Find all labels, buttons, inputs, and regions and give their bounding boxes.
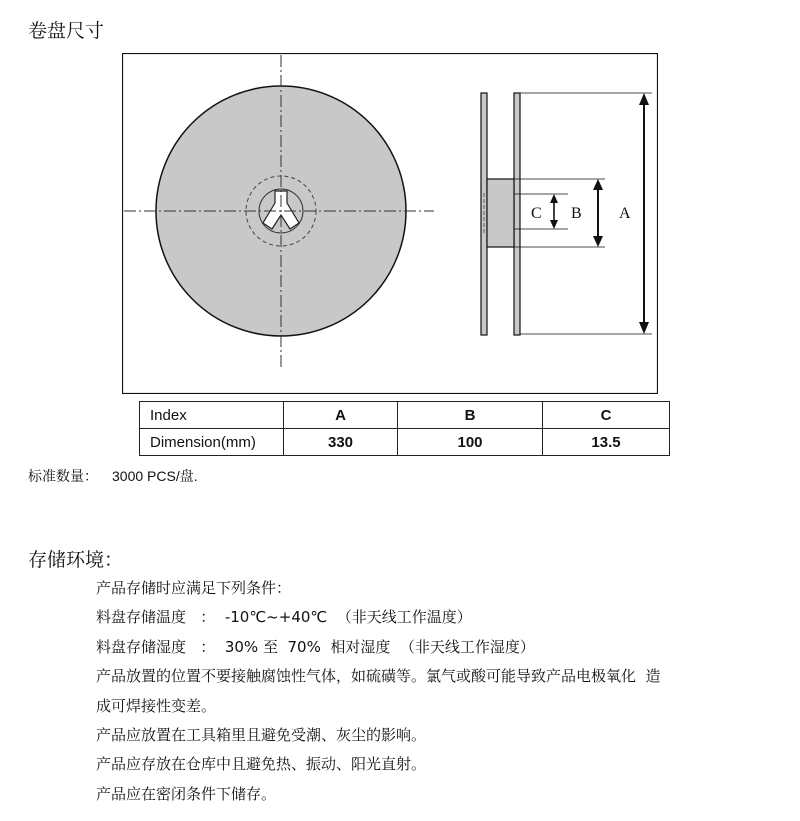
table-header-row: [140, 402, 670, 429]
list-item: 产品存储时应满足下列条件：: [96, 579, 292, 597]
reel-side-hub: [487, 179, 514, 247]
reel-side-flange-right: [514, 93, 520, 335]
table-cell: 100: [398, 429, 543, 456]
table-row: [140, 429, 670, 456]
quantity-value: 3000 PCS/盘.: [112, 468, 198, 484]
storage-conditions-list: [96, 574, 776, 809]
dimension-a-label: A: [619, 205, 631, 222]
dimension-table: [139, 401, 670, 456]
list-item: 料盘存储湿度 ： 30% 至 70% 相对湿度 （非天线工作湿度）: [96, 637, 535, 656]
dimension-c-label: C: [531, 205, 542, 222]
table-header-cell: Index: [140, 402, 284, 429]
reel-dimension-drawing: [122, 53, 658, 394]
list-item: 产品放置的位置不要接触腐蚀性气体，如硫磺等。氯气或酸可能导致产品电极氧化 造: [96, 667, 661, 686]
quantity-line: [28, 466, 198, 486]
storage-title: 存储环境：: [28, 549, 124, 571]
list-item: 料盘存储温度 ： -10℃~+40℃ （非天线工作温度）: [96, 608, 472, 627]
list-item: 产品应放置在工具箱里且避免受潮、灰尘的影响。: [96, 726, 427, 745]
quantity-label: 标准数量：: [28, 469, 98, 485]
list-item: 成可焊接性变差。: [96, 696, 217, 715]
table-header-cell: B: [398, 402, 543, 429]
list-item: 产品应在密闭条件下储存。: [96, 784, 277, 803]
section-title: 卷盘尺寸: [28, 20, 105, 42]
table-cell: 13.5: [543, 429, 670, 456]
table-header-cell: C: [543, 402, 670, 429]
table-cell: 330: [284, 429, 398, 456]
list-item: 产品应存放在仓库中且避免热、振动、阳光直射。: [96, 755, 427, 774]
table-cell: Dimension(mm): [140, 429, 284, 456]
table-header-cell: A: [284, 402, 398, 429]
dimension-b-label: B: [571, 205, 582, 222]
